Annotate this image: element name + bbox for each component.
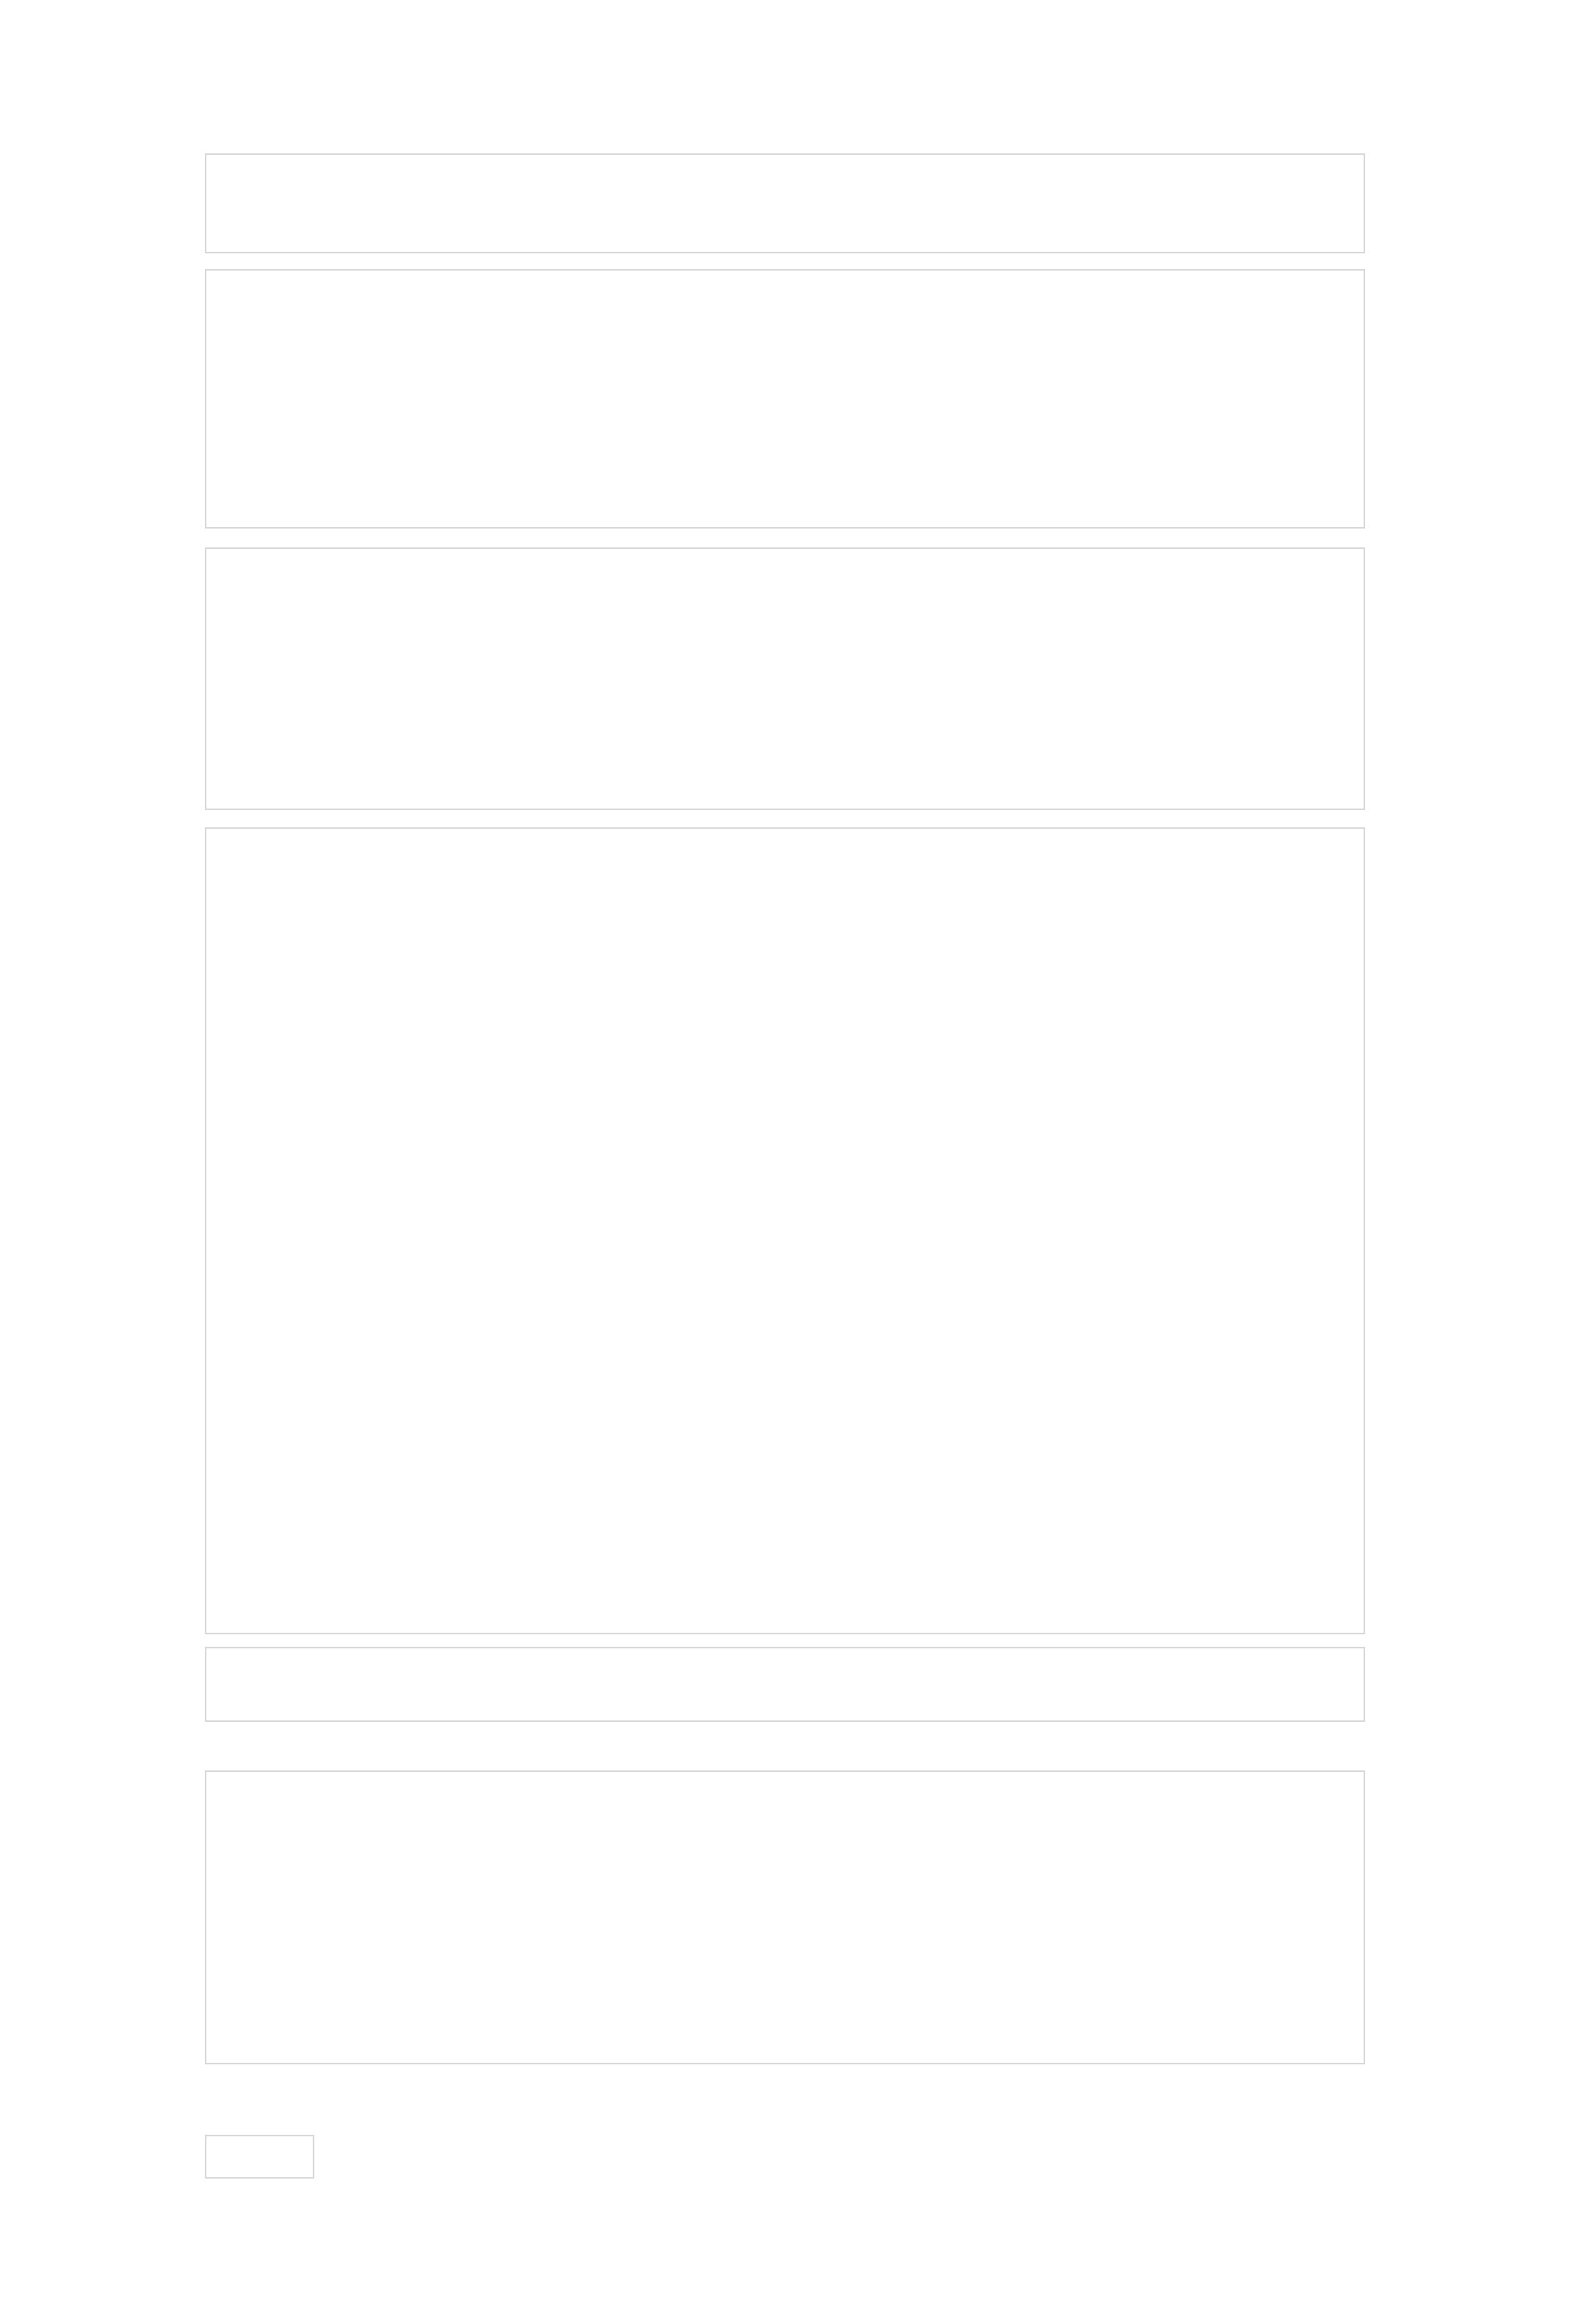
paragraph-4 <box>205 827 1365 1634</box>
paragraph-5 <box>205 1647 1365 1722</box>
paragraph-3 <box>205 547 1365 810</box>
page-number <box>205 2135 314 2179</box>
paragraph-2 <box>205 269 1365 529</box>
paragraph-1 <box>205 153 1365 253</box>
paragraph-6 <box>205 1770 1365 2064</box>
